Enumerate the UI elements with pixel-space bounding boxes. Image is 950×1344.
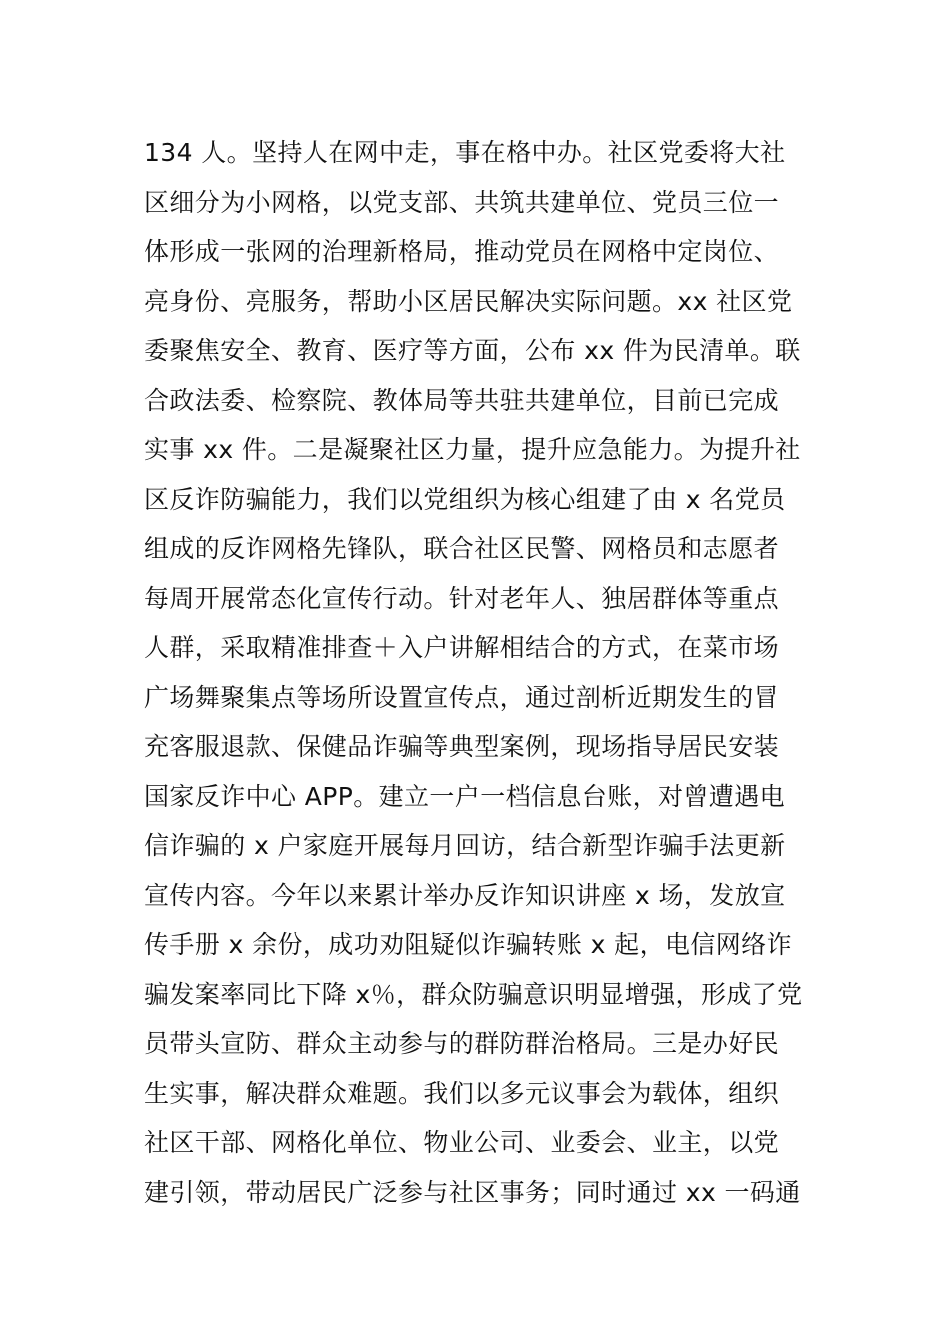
text-line: 区细分为小网格，以党支部、共筑共建单位、党员三位一 bbox=[144, 187, 780, 217]
text-line: 体形成一张网的治理新格局，推动党员在网格中定岗位、 bbox=[144, 237, 780, 266]
text-line: 广场舞聚集点等场所设置宣传点，通过剖析近期发生的冒 bbox=[144, 682, 780, 712]
text-line: 委聚焦安全、教育、医疗等方面，公布 xx 件为民清单。联 bbox=[144, 336, 801, 365]
text-line: 建引领，带动居民广泛参与社区事务；同时通过 xx 一码通 bbox=[144, 1177, 801, 1207]
text-line: 134 人。坚持人在网中走，事在格中办。社区党委将大社 bbox=[144, 138, 786, 167]
text-line: 信诈骗的 x 户家庭开展每月回访，结合新型诈骗手法更新 bbox=[144, 831, 786, 860]
text-line: 社区干部、网格化单位、物业公司、业委会、业主，以党 bbox=[144, 1128, 780, 1157]
text-line: 每周开展常态化宣传行动。针对老年人、独居群体等重点 bbox=[144, 583, 780, 613]
text-line: 宣传内容。今年以来累计举办反诈知识讲座 x 场，发放宣 bbox=[144, 880, 786, 910]
text-line: 组成的反诈网格先锋队，联合社区民警、网格员和志愿者 bbox=[144, 534, 780, 563]
text-line: 区反诈防骗能力，我们以党组织为核心组建了由 x 名党员 bbox=[144, 484, 786, 514]
body-text bbox=[144, 128, 824, 1217]
text-line: 传手册 x 余份，成功劝阻疑似诈骗转账 x 起，电信网络诈 bbox=[144, 930, 792, 959]
text-line: 实事 xx 件。二是凝聚社区力量，提升应急能力。为提升社 bbox=[144, 435, 801, 464]
text-line: 亮身份、亮服务，帮助小区居民解决实际问题。xx 社区党 bbox=[144, 286, 793, 316]
text-line: 骗发案率同比下降 x％，群众防骗意识明显增强，形成了党 bbox=[144, 979, 803, 1009]
text-line: 合政法委、检察院、教体局等共驻共建单位，目前已完成 bbox=[144, 385, 780, 415]
text-line: 充客服退款、保健品诈骗等典型案例，现场指导居民安装 bbox=[144, 732, 780, 761]
text-line: 员带头宣防、群众主动参与的群防群治格局。三是办好民 bbox=[144, 1029, 780, 1058]
text-line: 国家反诈中心 APP。建立一户一档信息台账，对曾遭遇电 bbox=[144, 781, 786, 811]
text-line: 生实事，解决群众难题。我们以多元议事会为载体，组织 bbox=[144, 1078, 780, 1108]
text-line: 人群，采取精准排查＋入户讲解相结合的方式，在菜市场 bbox=[144, 633, 780, 662]
